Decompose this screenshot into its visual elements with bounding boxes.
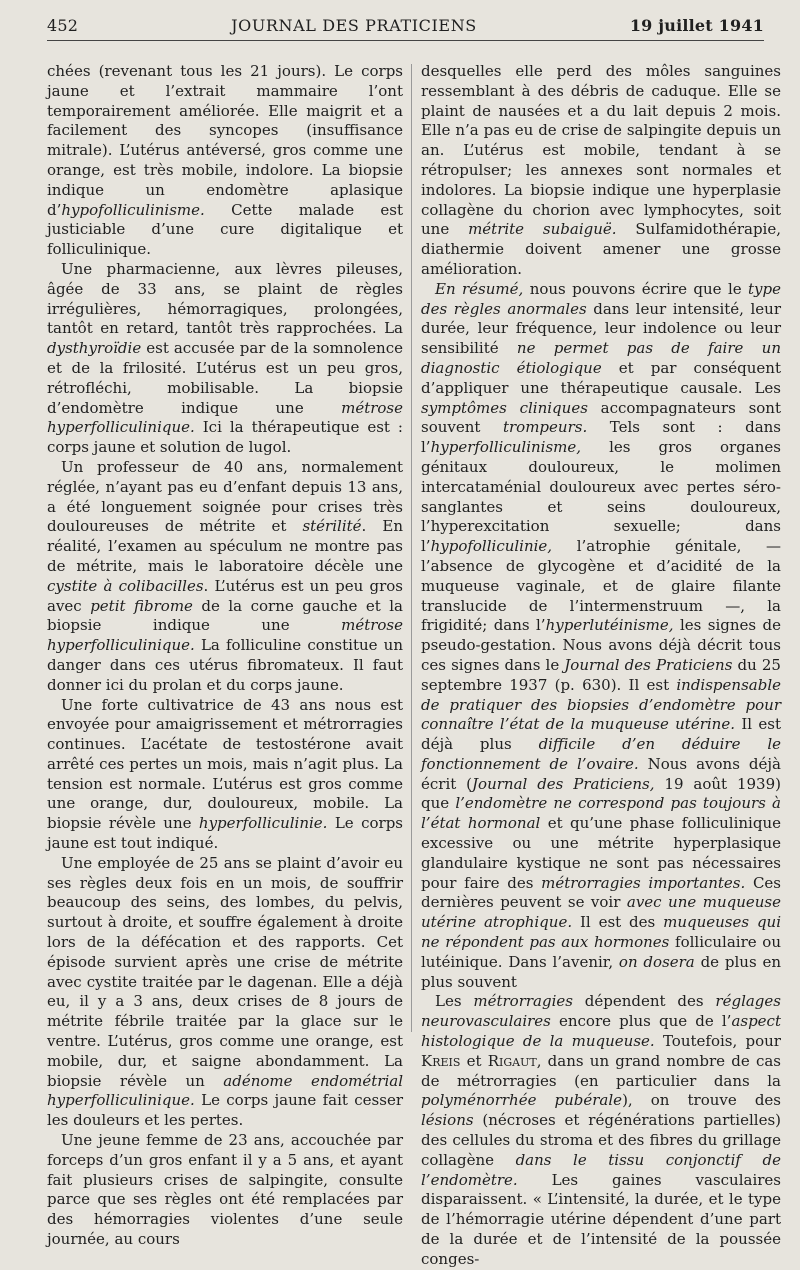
paragraph: Une jeune femme de 23 ans, accouchée par forceps d’un gros enfant il y a 5 ans, et ayant fait plusieurs crises de salpingite, consulte parce que ses règles ont été remplacées par des hémorragies violentes d’une seule journée, au cours [47, 1131, 403, 1249]
journal-title: JOURNAL DES PRATICIENS [231, 15, 477, 35]
column-separator [411, 64, 412, 1032]
paragraph: Les métrorragies dépendent des réglages neurovasculaires encore plus que de l’aspect histologique de la muqueuse. Toutefois, pour Kreis et Rigaut, dans un grand nombre de cas de métrorragies (en particulier dans la polyménorrhée pubérale), on trouve des lésions (nécroses et régénérations partielles) des cellules du stroma et des fibres du grillage collagène dans le tissu conjonctif de l’endomètre. Les gaines vasculaires disparaissent. « L’intensité, la durée, et le type de l’hémorragie utérine dépendent d’une part de la durée et de l’intensité de la poussée conges- [421, 992, 781, 1268]
paragraph: desquelles elle perd des môles sanguines ressemblant à des débris de caduque. Elle se plaint de nausées et a du lait depuis 2 mois. Elle n’a pas eu de crise de salpingite depuis un an. L’utérus est mobile, tendant à se rétropulser; les annexes sont normales et indolores. La biopsie indique une hyperplasie collagène du chorion avec lymphocytes, soit une métrite subaiguë. Sulfamidothérapie, diathermie doivent amener une grosse amélioration. [421, 62, 781, 278]
author-name: Kreis [421, 1051, 461, 1070]
paragraph: Un professeur de 40 ans, normalement réglée, n’ayant pas eu d’enfant depuis 13 ans, a été longuement soignée pour crises très douloureuses de métrite et stérilité. En réalité, l’examen au spéculum ne montre pas de métrite, mais le laboratoire décèle une cystite à colibacilles. L’utérus est un peu gros avec petit fibrome de la corne gauche et la biopsie indique une métrose hyperfolliculinique. La folliculine constitue un danger dans ces utérus fibromateux. Il faut donner ici du prolan et du corps jaune. [47, 457, 403, 694]
paragraph: Une forte cultivatrice de 43 ans nous est envoyée pour amaigrissement et métrorragies continues. L’acétate de testostérone avait arrêté ces pertes un mois, mais n’agit plus. La tension est normale. L’utérus est gros comme une orange, dur, douloureux, mobile. La biopsie révèle une hyperfolliculinie. Le corps jaune est tout indiqué. [47, 695, 403, 853]
issue-date: 19 juillet 1941 [629, 15, 764, 35]
page-header [47, 14, 764, 36]
paragraph: chées (revenant tous les 21 jours). Le corps jaune et l’extrait mammaire l’ont temporairement améliorée. Elle maigrit et a facilement des syncopes (insuffisance mitrale). L’utérus antéversé, gros comme une orange, est très mobile, indolore. La biopsie indique un endomètre aplasique d’hypofolliculinisme. Cette malade est justiciable d’une cure digitalique et folliculinique. [47, 62, 403, 259]
paragraph: Une employée de 25 ans se plaint d’avoir eu ses règles deux fois en un mois, de souffrir beaucoup des seins, des lombes, du pelvis, surtout à droite, et souffre également à droite lors de la défécation et des rapports. Cet épisode survient après une crise de métrite avec cystite traitée par le dagenan. Elle a déjà eu, il y a 3 ans, deux crises de 8 jours de métrite fébrile traitée par la glace sur le ventre. L’utérus, gros comme une orange, est mobile, dur, et saigne abondamment. La biopsie révèle un adénome endométrial hyperfolliculinique. Le corps jaune fait cesser les douleurs et les pertes. [47, 853, 403, 1130]
paragraph: Une pharmacienne, aux lèvres pileuses, âgée de 33 ans, se plaint de règles irrégulières, hémorragiques, prolongées, tantôt en retard, tantôt très rapprochées. La dysthyroïdie est accusée par de la somnolence et de la frilosité. L’utérus est un peu gros, rétrofléchi, mobilisable. La biopsie d’endomètre indique une métrose hyperfolliculinique. Ici la thérapeutique est : corps jaune et solution de lugol. [47, 259, 403, 457]
left-column [47, 62, 403, 1250]
page-number: 452 [47, 15, 79, 35]
paragraph: En résumé, nous pouvons écrire que le type des règles anormales dans leur intensité, leur durée, leur fréquence, leur indolence ou leur sensibilité ne permet pas de faire un diagnostic étiologique et par conséquent d’appliquer une thérapeutique causale. Les symptômes cliniques accompagnateurs sont souvent trompeurs. Tels sont : dans l’hyperfolliculinisme, les gros organes génitaux douloureux, le molimen intercataménial douloureux avec pertes séro-sanglantes et seins douloureux, l’hyperexcitation sexuelle; dans l’hypofolliculinie, l’atrophie génitale, — l’absence de glycogène et d’acidité de la muqueuse vaginale, et de glaire filante translucide de l’intermenstruum —, la frigidité; dans l’hyperlutéinisme, les signes de pseudo-gestation. Nous avons déjà décrit tous ces signes dans le Journal des Praticiens du 25 septembre 1937 (p. 630). Il est indispensable de pratiquer des biopsies d’endomètre pour connaître l’état de la muqueuse utérine. Il est déjà plus difficile d’en déduire le fonctionnement de l’ovaire. Nous avons déjà écrit (Journal des Praticiens, 19 août 1939) que l’endomètre ne correspond pas toujours à l’état hormonal et qu’une phase folliculinique excessive ou une métrite hyperplasique glandulaire kystique ne sont pas nécessaires pour faire des métrorragies importantes. Ces dernières peuvent se voir avec une muqueuse utérine atrophique. Il est des muqueuses qui ne répondent pas aux hormones folliculaire ou lutéinique. Dans l’avenir, on dosera de plus en plus souvent [421, 279, 782, 991]
right-column [421, 62, 781, 1270]
header-rule [47, 40, 764, 41]
author-name: Rigaut [487, 1051, 537, 1070]
